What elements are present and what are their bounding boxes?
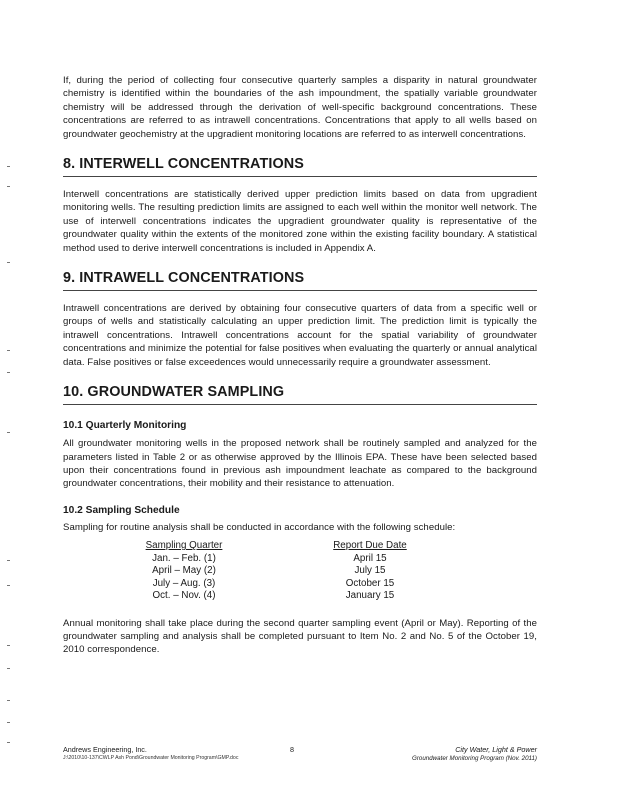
- schedule-due-cell: April 15: [353, 552, 387, 564]
- margin-mark: [7, 350, 10, 351]
- section-8-heading: 8. INTERWELL CONCENTRATIONS: [63, 156, 537, 177]
- schedule-due-cell: January 15: [345, 590, 395, 602]
- section-10-heading: 10. GROUNDWATER SAMPLING: [63, 384, 537, 405]
- sampling-quarter-column: [128, 540, 240, 603]
- subsection-10-2-heading: 10.2 Sampling Schedule: [63, 504, 180, 516]
- footer-file-path: J:\2010\10-137\CWLP Ash Pond\Groundwater Monitoring Program\GMP.doc: [63, 755, 239, 761]
- margin-mark: [7, 186, 10, 187]
- margin-mark: [7, 585, 10, 586]
- schedule-quarter-cell: Oct. – Nov. (4): [152, 590, 216, 602]
- subsection-10-1-heading: 10.1 Quarterly Monitoring: [63, 420, 187, 432]
- footer-page-number: 8: [290, 745, 294, 754]
- margin-mark: [7, 262, 10, 263]
- page-footer: [63, 745, 537, 769]
- sampling-quarter-header: Sampling Quarter: [145, 540, 223, 552]
- schedule-intro: Sampling for routine analysis shall be conducted in accordance with the following schedule:: [63, 521, 456, 533]
- margin-mark: [7, 700, 10, 701]
- footer-company: Andrews Engineering, Inc.: [63, 745, 147, 754]
- footer-doc-title: Groundwater Monitoring Program (Nov. 2011): [412, 755, 537, 762]
- margin-mark: [7, 742, 10, 743]
- subsection-10-1-body: All groundwater monitoring wells in the proposed network shall be routinely sampled and analyzed for the parameters listed in Table 2 or as otherwise approved by the Illinois EPA. These have been selected based upon their concentrations found in previous ash impoundment leachate as compared to the background groundwater concentrations, their mobility and their resistance to attenuation.: [63, 438, 537, 490]
- margin-mark: [7, 645, 10, 646]
- intro-paragraph: If, during the period of collecting four consecutive quarterly samples a disparity in natural groundwater chemistry is identified within the boundaries of the ash impoundment, the spatially variable groundwater chemistry will be addressed through the derivation of well-specific background concentrations. These concentrations are referred to as intrawell concentrations. Concentrations that apply to all wells based on groundwater geochemistry at the upgradient monitoring locations are referred to as interwell concentrations.: [63, 75, 537, 140]
- section-8-body: Interwell concentrations are statistically derived upper prediction limits based on data from upgradient monitoring wells. The resulting prediction limits are assigned to each well within the monitor well network. The use of interwell concentrations indicates the upgradient groundwater quality is representative of the groundwater quality within the extents of the monitored zone within the existing facility boundary. A statistical method used to derive interwell concentrations is included in Appendix A.: [63, 189, 537, 254]
- footer-client: City Water, Light & Power: [455, 745, 537, 754]
- margin-mark: [7, 432, 10, 433]
- report-due-column: [310, 540, 430, 603]
- section-9-body: Intrawell concentrations are derived by obtaining four consecutive quarters of data from a specific well or groups of wells and statistically calculating an upper prediction limit. The prediction limit is typically the intrawell concentrations. Intrawell concentrations account for the spatial variability of groundwater concentrations and minimize the potential for false positives when evaluating the quarterly or annual analytical data. False positives or false exceedences would unnecessarily require a groundwater assessment.: [63, 303, 537, 368]
- report-due-header: Report Due Date: [333, 540, 407, 552]
- margin-mark: [7, 560, 10, 561]
- section-9-heading: 9. INTRAWELL CONCENTRATIONS: [63, 270, 537, 291]
- margin-mark: [7, 668, 10, 669]
- margin-mark: [7, 166, 10, 167]
- schedule-quarter-cell: Jan. – Feb. (1): [152, 552, 216, 564]
- closing-paragraph: Annual monitoring shall take place during the second quarter sampling event (April or May). Reporting of the groundwater sampling and analysis shall be completed pursuant to Item No. 2 and No. 5 of the October 19, 2010 correspondence.: [63, 617, 537, 656]
- margin-mark: [7, 372, 10, 373]
- schedule-due-cell: July 15: [354, 565, 386, 577]
- schedule-quarter-cell: April – May (2): [152, 565, 216, 577]
- schedule-quarter-cell: July – Aug. (3): [152, 577, 216, 589]
- margin-mark: [7, 722, 10, 723]
- document-page: [63, 74, 537, 657]
- schedule-due-cell: October 15: [345, 577, 395, 589]
- sampling-schedule-table: [128, 540, 537, 603]
